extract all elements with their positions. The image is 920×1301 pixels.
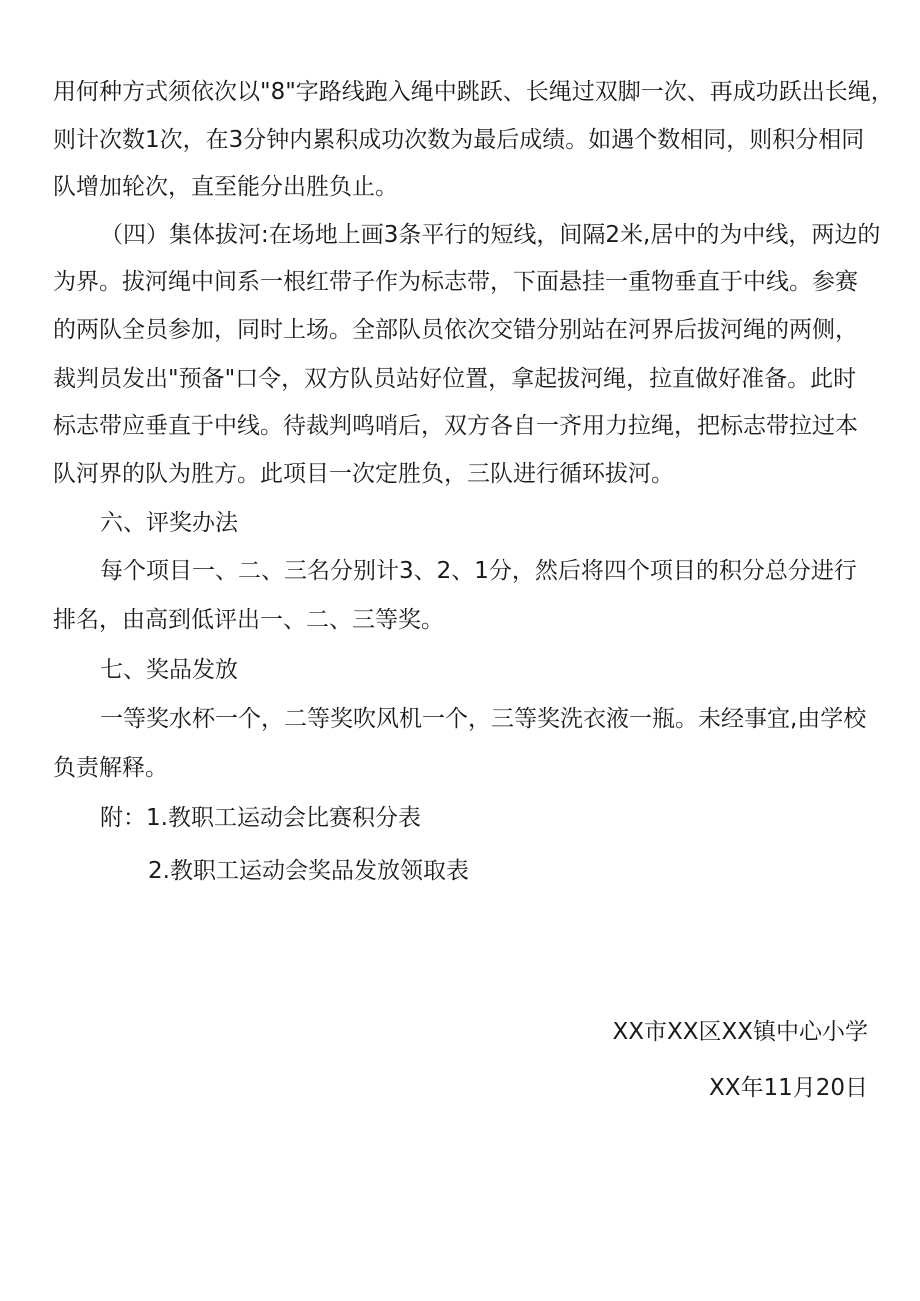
paragraph-line: 用何种方式须依次以"8"字路线跑入绳中跳跃、长绳过双脚一次、再成功跃出长绳，: [53, 79, 894, 105]
paragraph-line: 的两队全员参加，同时上场。全部队员依次交错分别站在河界后拔河绳的两侧，: [53, 317, 858, 343]
section-heading: 七、奖品发放: [100, 657, 238, 683]
paragraph-line: 裁判员发出"预备"口令，双方队员站好位置，拿起拔河绳，拉直做好准备。此时: [53, 366, 857, 392]
paragraph-line: 队增加轮次，直至能分出胜负止。: [53, 174, 398, 200]
paragraph-line: （四）集体拔河:在场地上画3条平行的短线，间隔2米,居中的为中线，两边的: [100, 222, 881, 248]
paragraph-line: 负责解释。: [53, 755, 168, 781]
paragraph-line: 队河界的队为胜方。此项目一次定胜负，三队进行循环拔河。: [53, 461, 674, 487]
section-heading: 六、评奖办法: [100, 510, 238, 536]
paragraph-line: 为界。拔河绳中间系一根红带子作为标志带，下面悬挂一重物垂直于中线。参赛: [53, 269, 858, 295]
signature-organization: XX市XX区XX镇中心小学: [612, 1019, 868, 1045]
attachment-item: 附：1.教职工运动会比赛积分表: [100, 805, 421, 831]
paragraph-line: 排名，由高到低评出一、二、三等奖。: [53, 607, 444, 633]
paragraph-line: 则计次数1次，在3分钟内累积成功次数为最后成绩。如遇个数相同，则积分相同: [53, 127, 865, 153]
paragraph-line: 一等奖水杯一个，二等奖吹风机一个，三等奖洗衣液一瓶。未经事宜,由学校: [100, 706, 867, 732]
paragraph-line: 标志带应垂直于中线。待裁判鸣哨后，双方各自一齐用力拉绳，把标志带拉过本: [53, 413, 858, 439]
paragraph-line: 每个项目一、二、三名分别计3、2、1分，然后将四个项目的积分总分进行: [100, 558, 857, 584]
signature-date: XX年11月20日: [708, 1075, 868, 1101]
attachment-item: 2.教职工运动会奖品发放领取表: [148, 858, 469, 884]
